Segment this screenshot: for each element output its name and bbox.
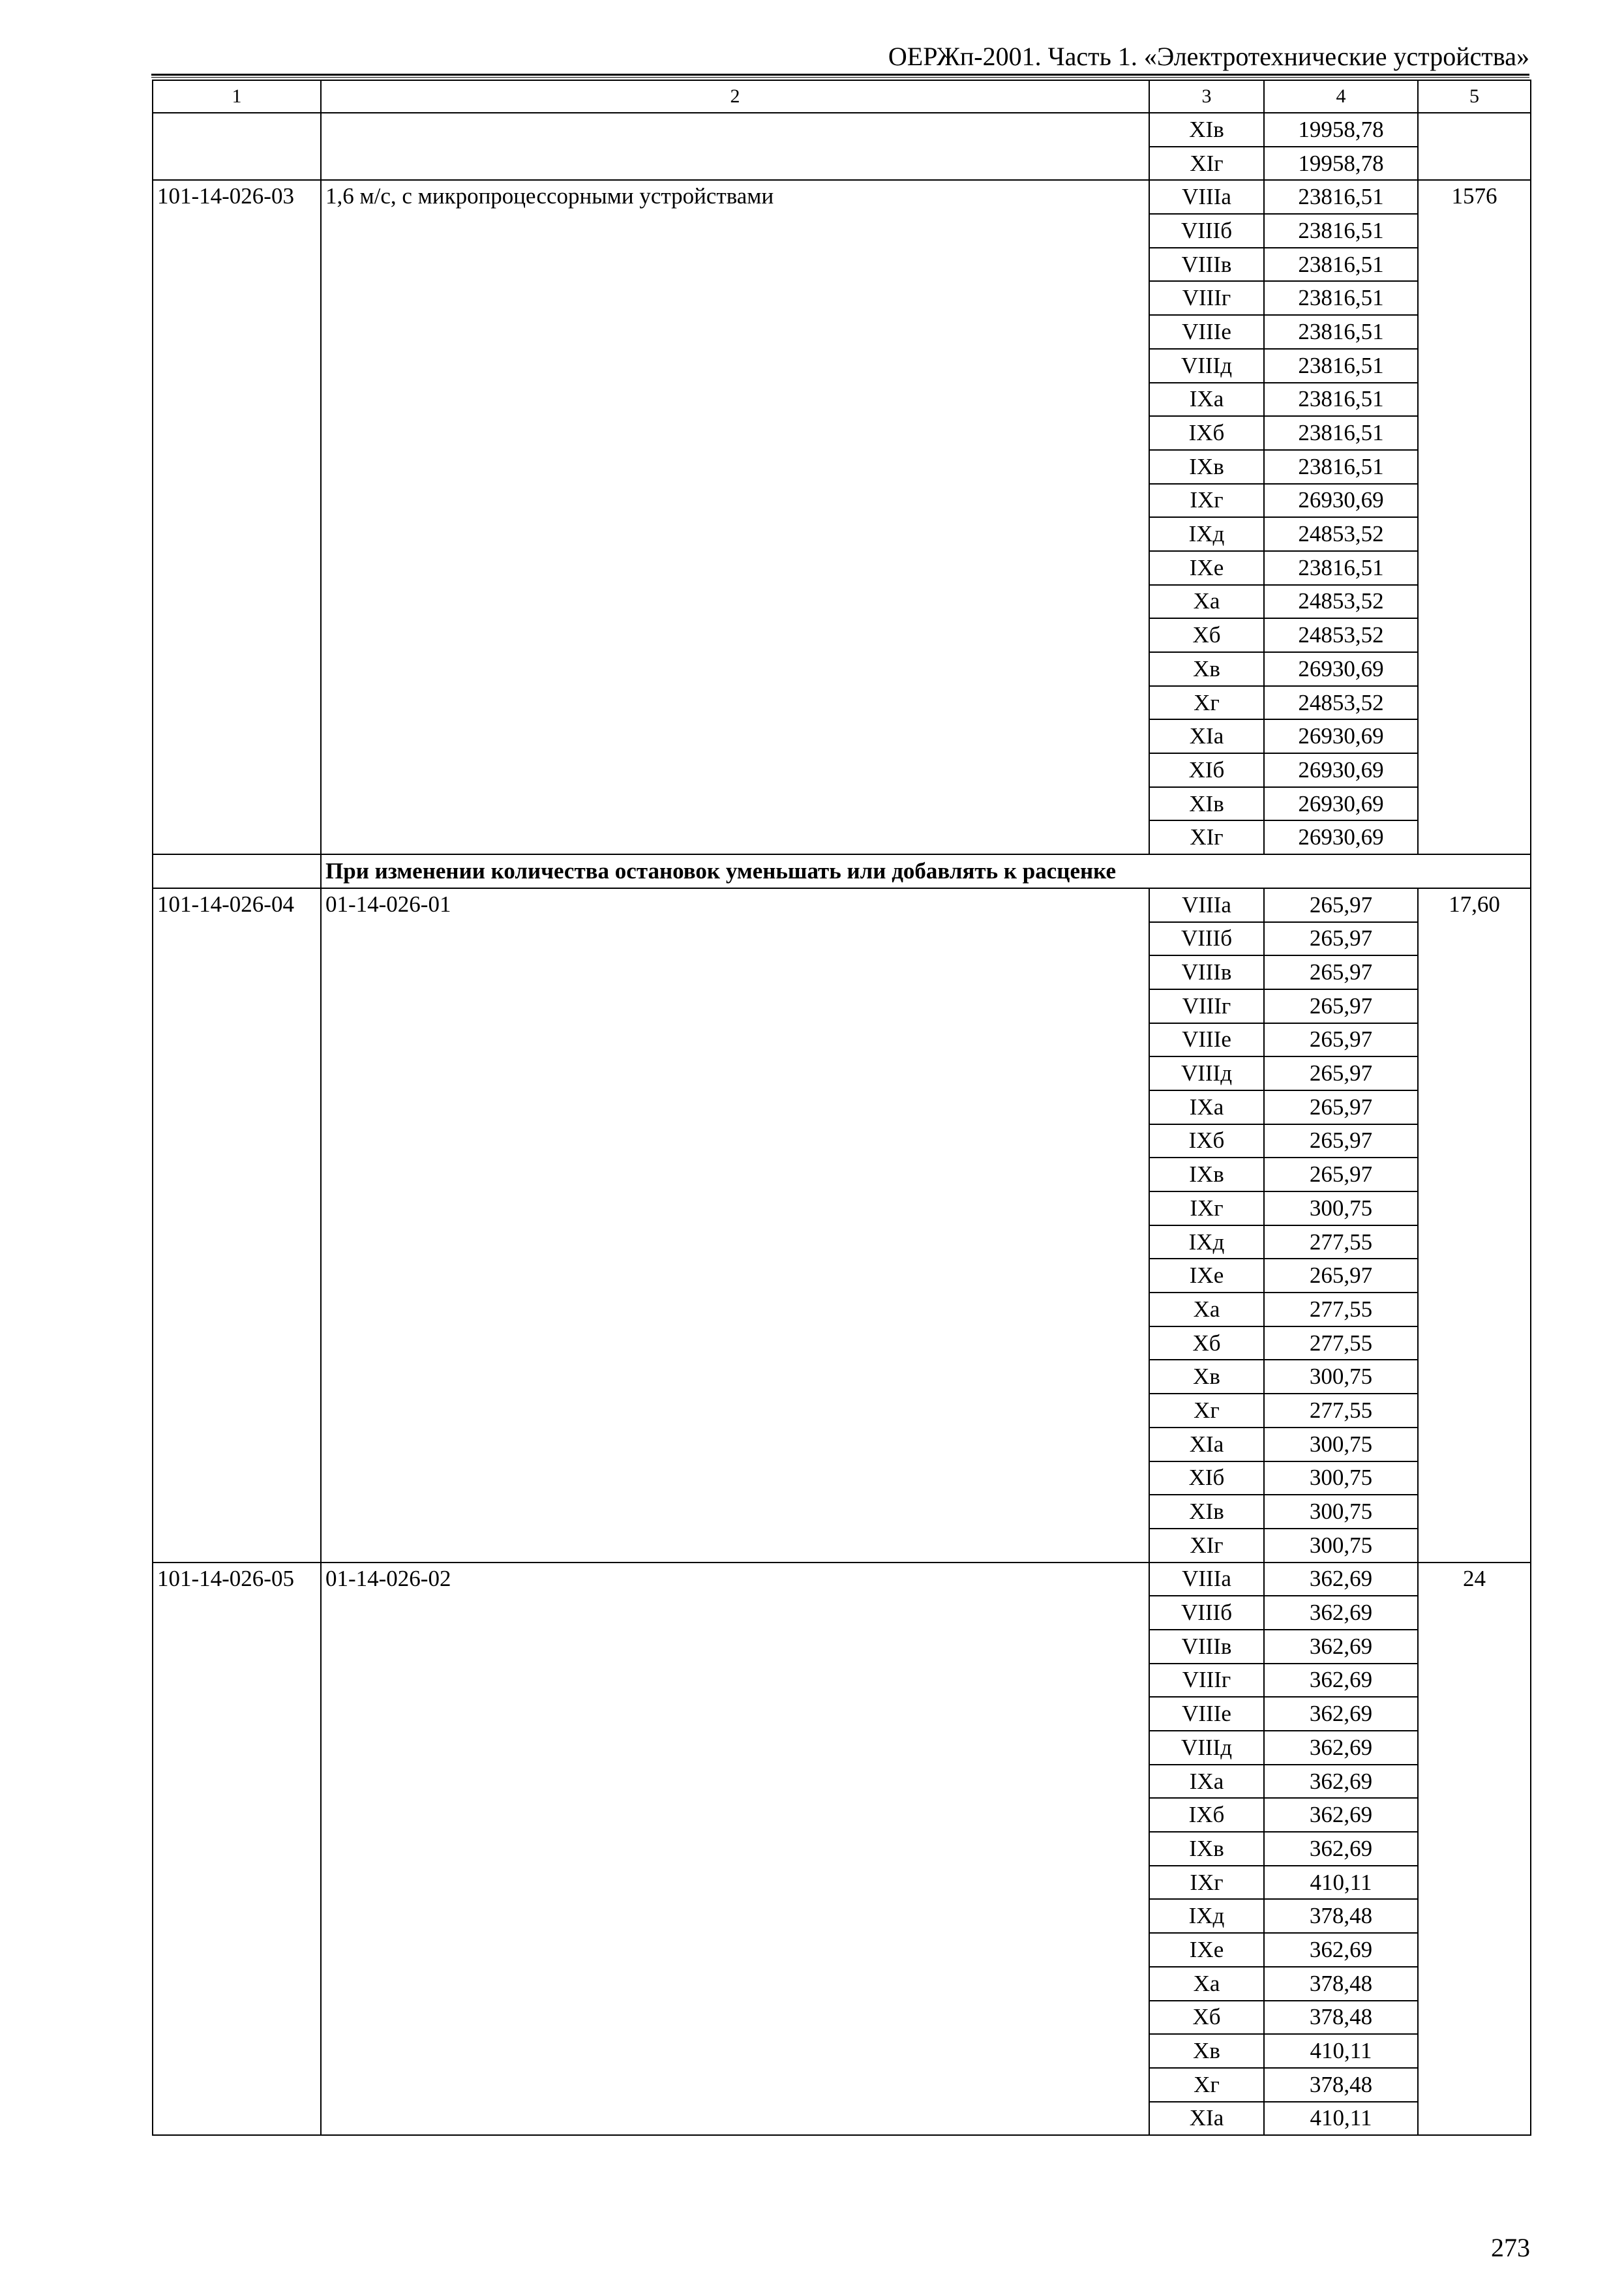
rates-table-body xyxy=(153,80,1531,2135)
zone-cell: IXд xyxy=(1149,1899,1264,1933)
price-cell: 26930,69 xyxy=(1264,719,1418,753)
zone-cell: XIа xyxy=(1149,719,1264,753)
price-cell: 26930,69 xyxy=(1264,484,1418,518)
price-cell: 265,97 xyxy=(1264,922,1418,956)
description-cell xyxy=(321,113,1149,180)
price-cell: 277,55 xyxy=(1264,1394,1418,1428)
zone-cell: XIа xyxy=(1149,2102,1264,2136)
price-cell: 23816,51 xyxy=(1264,214,1418,248)
page-header: ОЕРЖп-2001. Часть 1. «Электротехнические устройства» xyxy=(888,42,1529,71)
section-heading: При изменении количества остановок уменьшать или добавлять к расценке xyxy=(321,854,1531,888)
zone-cell: Xб xyxy=(1149,2001,1264,2035)
zone-cell: IXв xyxy=(1149,1158,1264,1191)
zone-cell: VIIIб xyxy=(1149,922,1264,956)
price-cell: 378,48 xyxy=(1264,2001,1418,2035)
description-cell: 01-14-026-02 xyxy=(321,1563,1149,2136)
price-cell: 265,97 xyxy=(1264,1056,1418,1090)
price-cell: 362,69 xyxy=(1264,1664,1418,1698)
price-cell: 23816,51 xyxy=(1264,416,1418,450)
section-code-cell xyxy=(153,854,321,888)
zone-cell: XIб xyxy=(1149,1461,1264,1495)
zone-cell: VIIIд xyxy=(1149,1056,1264,1090)
zone-cell: IXе xyxy=(1149,1933,1264,1967)
zone-cell: VIIIе xyxy=(1149,1023,1264,1057)
price-cell: 23816,51 xyxy=(1264,450,1418,484)
zone-cell: IXд xyxy=(1149,1225,1264,1259)
section-row xyxy=(153,854,1531,888)
column-number-row xyxy=(153,80,1531,113)
code-cell: 101-14-026-05 xyxy=(153,1563,321,2136)
price-cell: 24853,52 xyxy=(1264,585,1418,619)
price-cell: 410,11 xyxy=(1264,2102,1418,2136)
price-cell: 265,97 xyxy=(1264,1259,1418,1293)
price-cell: 300,75 xyxy=(1264,1461,1418,1495)
zone-cell: VIIIг xyxy=(1149,281,1264,315)
price-cell: 23816,51 xyxy=(1264,551,1418,585)
zone-cell: XIг xyxy=(1149,1529,1264,1563)
zone-cell: VIIIб xyxy=(1149,1596,1264,1630)
header-rule xyxy=(151,74,1529,78)
price-cell: 24853,52 xyxy=(1264,517,1418,551)
price-cell: 300,75 xyxy=(1264,1428,1418,1461)
price-cell: 410,11 xyxy=(1264,2034,1418,2068)
zone-cell: VIIIе xyxy=(1149,315,1264,349)
zone-cell: XIа xyxy=(1149,1428,1264,1461)
col5-cell: 24 xyxy=(1418,1563,1531,2136)
price-cell: 300,75 xyxy=(1264,1495,1418,1529)
price-cell: 300,75 xyxy=(1264,1191,1418,1225)
zone-cell: XIг xyxy=(1149,147,1264,181)
price-cell: 24853,52 xyxy=(1264,686,1418,720)
zone-cell: IXа xyxy=(1149,383,1264,417)
zone-cell: IXб xyxy=(1149,1798,1264,1832)
zone-cell: VIIIа xyxy=(1149,180,1264,214)
zone-cell: XIг xyxy=(1149,820,1264,854)
zone-cell: IXе xyxy=(1149,551,1264,585)
zone-cell: VIIIв xyxy=(1149,248,1264,282)
price-cell: 277,55 xyxy=(1264,1225,1418,1259)
zone-cell: Xв xyxy=(1149,1360,1264,1394)
zone-cell: VIIIб xyxy=(1149,214,1264,248)
price-cell: 26930,69 xyxy=(1264,652,1418,686)
code-cell: 101-14-026-04 xyxy=(153,888,321,1563)
code-cell: 101-14-026-03 xyxy=(153,180,321,854)
price-cell: 26930,69 xyxy=(1264,753,1418,787)
description-cell: 1,6 м/с, с микропроцессорными устройствами xyxy=(321,180,1149,854)
zone-cell: Xб xyxy=(1149,1326,1264,1360)
zone-cell: IXа xyxy=(1149,1765,1264,1799)
price-cell: 23816,51 xyxy=(1264,180,1418,214)
price-cell: 265,97 xyxy=(1264,1124,1418,1158)
zone-cell: VIIIд xyxy=(1149,349,1264,383)
zone-cell: XIв xyxy=(1149,1495,1264,1529)
price-cell: 277,55 xyxy=(1264,1326,1418,1360)
price-cell: 23816,51 xyxy=(1264,315,1418,349)
table-row xyxy=(153,1563,1531,1596)
zone-cell: VIIIг xyxy=(1149,1664,1264,1698)
zone-cell: Xг xyxy=(1149,686,1264,720)
price-cell: 300,75 xyxy=(1264,1529,1418,1563)
table-row xyxy=(153,180,1531,214)
code-cell xyxy=(153,113,321,180)
price-cell: 265,97 xyxy=(1264,888,1418,922)
price-cell: 265,97 xyxy=(1264,1023,1418,1057)
zone-cell: XIб xyxy=(1149,753,1264,787)
zone-cell: VIIIа xyxy=(1149,1563,1264,1596)
column-number: 3 xyxy=(1149,80,1264,113)
zone-cell: VIIIв xyxy=(1149,955,1264,989)
price-cell: 362,69 xyxy=(1264,1765,1418,1799)
price-cell: 277,55 xyxy=(1264,1293,1418,1326)
zone-cell: IXв xyxy=(1149,1832,1264,1866)
table-row xyxy=(153,113,1531,147)
zone-cell: IXв xyxy=(1149,450,1264,484)
zone-cell: XIв xyxy=(1149,113,1264,147)
price-cell: 362,69 xyxy=(1264,1832,1418,1866)
price-cell: 378,48 xyxy=(1264,1967,1418,2001)
zone-cell: XIв xyxy=(1149,787,1264,821)
price-cell: 265,97 xyxy=(1264,989,1418,1023)
col5-cell: 1576 xyxy=(1418,180,1531,854)
zone-cell: IXб xyxy=(1149,416,1264,450)
table-row xyxy=(153,888,1531,922)
zone-cell: Xв xyxy=(1149,652,1264,686)
price-cell: 362,69 xyxy=(1264,1697,1418,1731)
zone-cell: IXг xyxy=(1149,1191,1264,1225)
price-cell: 23816,51 xyxy=(1264,248,1418,282)
column-number: 1 xyxy=(153,80,321,113)
zone-cell: VIIIе xyxy=(1149,1697,1264,1731)
zone-cell: IXа xyxy=(1149,1090,1264,1124)
price-cell: 362,69 xyxy=(1264,1563,1418,1596)
price-cell: 300,75 xyxy=(1264,1360,1418,1394)
zone-cell: Xа xyxy=(1149,1967,1264,2001)
price-cell: 265,97 xyxy=(1264,955,1418,989)
page-number: 273 xyxy=(1491,2233,1530,2262)
price-cell: 265,97 xyxy=(1264,1158,1418,1191)
zone-cell: Xг xyxy=(1149,2068,1264,2102)
price-cell: 19958,78 xyxy=(1264,147,1418,181)
price-cell: 362,69 xyxy=(1264,1731,1418,1765)
price-cell: 23816,51 xyxy=(1264,383,1418,417)
zone-cell: VIIIв xyxy=(1149,1630,1264,1664)
column-number: 5 xyxy=(1418,80,1531,113)
price-cell: 362,69 xyxy=(1264,1933,1418,1967)
zone-cell: Xб xyxy=(1149,618,1264,652)
rates-table xyxy=(152,80,1531,2136)
price-cell: 19958,78 xyxy=(1264,113,1418,147)
column-number: 2 xyxy=(321,80,1149,113)
price-cell: 410,11 xyxy=(1264,1866,1418,1900)
zone-cell: VIIIа xyxy=(1149,888,1264,922)
zone-cell: IXд xyxy=(1149,517,1264,551)
price-cell: 378,48 xyxy=(1264,1899,1418,1933)
zone-cell: Xв xyxy=(1149,2034,1264,2068)
description-cell: 01-14-026-01 xyxy=(321,888,1149,1563)
zone-cell: Xа xyxy=(1149,1293,1264,1326)
zone-cell: IXб xyxy=(1149,1124,1264,1158)
price-cell: 265,97 xyxy=(1264,1090,1418,1124)
price-cell: 362,69 xyxy=(1264,1596,1418,1630)
zone-cell: Xг xyxy=(1149,1394,1264,1428)
zone-cell: Xа xyxy=(1149,585,1264,619)
zone-cell: VIIIг xyxy=(1149,989,1264,1023)
price-cell: 378,48 xyxy=(1264,2068,1418,2102)
price-cell: 23816,51 xyxy=(1264,281,1418,315)
price-cell: 362,69 xyxy=(1264,1630,1418,1664)
zone-cell: IXе xyxy=(1149,1259,1264,1293)
price-cell: 26930,69 xyxy=(1264,787,1418,821)
zone-cell: VIIIд xyxy=(1149,1731,1264,1765)
col5-cell: 17,60 xyxy=(1418,888,1531,1563)
price-cell: 362,69 xyxy=(1264,1798,1418,1832)
zone-cell: IXг xyxy=(1149,484,1264,518)
price-cell: 23816,51 xyxy=(1264,349,1418,383)
column-number: 4 xyxy=(1264,80,1418,113)
price-cell: 26930,69 xyxy=(1264,820,1418,854)
col5-cell xyxy=(1418,113,1531,180)
price-cell: 24853,52 xyxy=(1264,618,1418,652)
zone-cell: IXг xyxy=(1149,1866,1264,1900)
